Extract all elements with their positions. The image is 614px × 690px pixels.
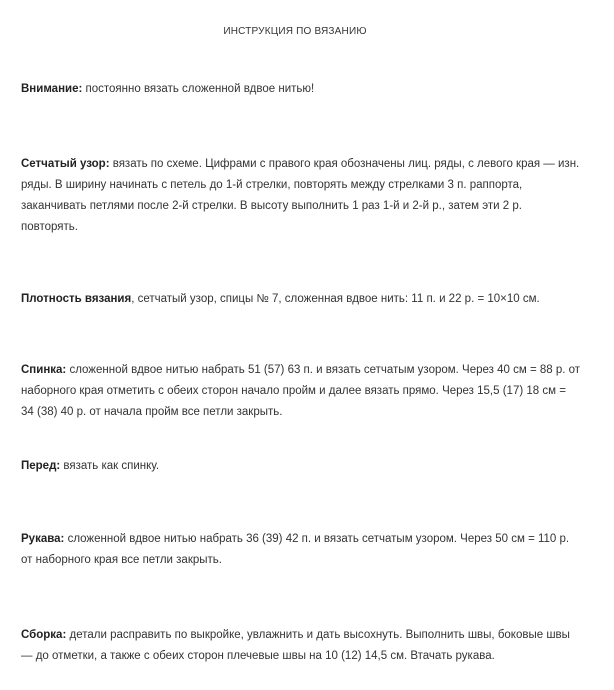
section-assembly	[21, 625, 581, 667]
section-label: Рукава:	[21, 533, 65, 545]
section-label: Сетчатый узор:	[21, 158, 110, 170]
section-text: вязать как спинку.	[60, 460, 160, 472]
page-title: ИНСТРУКЦИЯ ПО ВЯЗАНИЮ	[223, 26, 367, 37]
section-text: сложенной вдвое нитью набрать 51 (57) 63 п. и вязать сетчатым узором. Через 40 см = 88 р. от наборного края отметить с обеих сторон начало пройм и далее вязать прямо. Через 15,5 (17) 18 см = 34 (38) 40 р. от начала пройм все петли закрыть.	[21, 364, 581, 418]
section-text: детали расправить по выкройке, увлажнить и дать высохнуть. Выполнить швы, боковые швы — до отметки, а также с обеих сторон плечевые швы на 10 (12) 14,5 см. Втачать рукава.	[21, 629, 570, 662]
section-text: вязать по схеме. Цифрами с правого края обозначены лиц. ряды, с левого края — изн. ряды. В ширину начинать с петель до 1-й стрелки, повторять между стрелками 3 п. раппорта, заканчивать петлями после 2-й стрелки. В высоту выполнить 1 раз 1-й и 2-й р., затем эти 2 р. повторять.	[21, 158, 580, 233]
section-mesh-pattern	[21, 154, 581, 238]
section-label: Перед:	[21, 460, 61, 472]
section-label: Внимание:	[21, 83, 83, 95]
section-text: постоянно вязать сложенной вдвое нитью!	[82, 83, 315, 95]
section-sleeves	[21, 529, 581, 571]
section-front	[21, 456, 581, 477]
section-label: Плотность вязания	[21, 293, 132, 305]
section-back	[21, 360, 581, 423]
section-attention	[21, 79, 581, 100]
section-text: , сетчатый узор, спицы № 7, сложенная вдвое нить: 11 п. и 22 р. = 10×10 см.	[131, 293, 540, 305]
section-gauge	[21, 289, 581, 310]
section-text: сложенной вдвое нитью набрать 36 (39) 42 п. и вязать сетчатым узором. Через 50 см = 110 р. от наборного края все петли закрыть.	[21, 533, 570, 566]
section-label: Сборка:	[21, 629, 67, 641]
section-label: Спинка:	[21, 364, 67, 376]
